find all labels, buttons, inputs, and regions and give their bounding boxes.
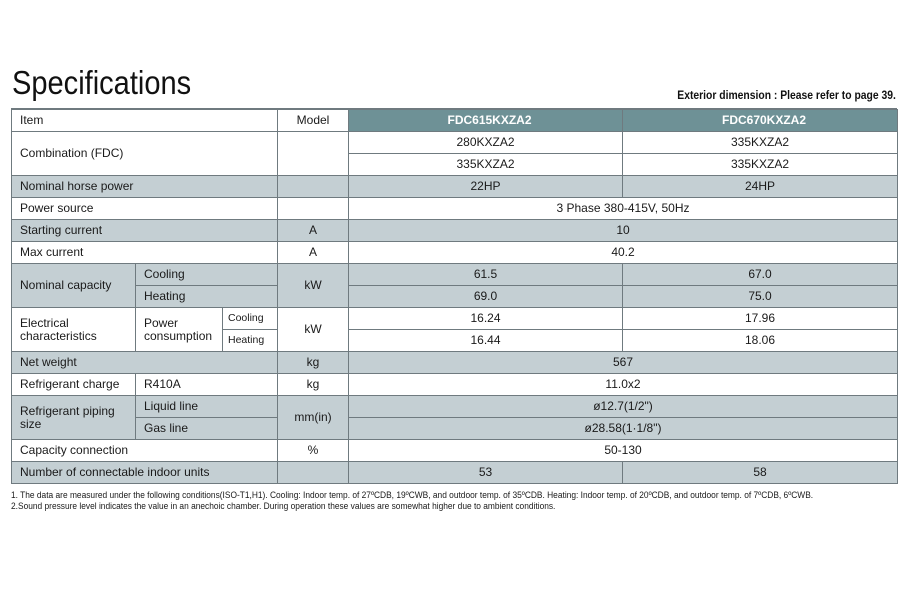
table-row <box>12 396 898 418</box>
gas-line-label: Gas line <box>136 418 278 440</box>
horse-power-unit <box>278 176 349 198</box>
heating-label: Heating <box>223 330 278 352</box>
indoor-units-value: 53 <box>349 462 623 484</box>
combination-value: 335KXZA2 <box>623 154 898 176</box>
max-current-value: 40.2 <box>349 242 898 264</box>
electrical-unit: kW <box>278 308 349 352</box>
gas-line-value: ø28.58(1·1/8") <box>349 418 898 440</box>
liquid-line-value: ø12.7(1/2") <box>349 396 898 418</box>
refrigerant-charge-label: Refrigerant charge <box>12 374 136 396</box>
power-source-unit <box>278 198 349 220</box>
item-header: Item <box>12 110 278 132</box>
table-row <box>12 352 898 374</box>
net-weight-label: Net weight <box>12 352 278 374</box>
max-current-label: Max current <box>12 242 278 264</box>
model-2-header: FDC670KXZA2 <box>623 110 898 132</box>
table-row <box>12 374 898 396</box>
footnote-2: 2.Sound pressure level indicates the value in an anechoic chamber. During operation these values are somewhat higher due to ambient conditions. <box>11 501 556 511</box>
combination-unit <box>278 132 349 176</box>
combination-label: Combination (FDC) <box>12 132 278 176</box>
model-1-header: FDC615KXZA2 <box>349 110 623 132</box>
max-current-unit: A <box>278 242 349 264</box>
table-header-row <box>12 110 898 132</box>
table-row <box>12 308 898 330</box>
net-weight-unit: kg <box>278 352 349 374</box>
refrigerant-charge-unit: kg <box>278 374 349 396</box>
power-heating-value: 16.44 <box>349 330 623 352</box>
nominal-capacity-label: Nominal capacity <box>12 264 136 308</box>
refrigerant-type: R410A <box>136 374 278 396</box>
table-row <box>12 176 898 198</box>
starting-current-value: 10 <box>349 220 898 242</box>
power-heating-value: 18.06 <box>623 330 898 352</box>
capacity-connection-label: Capacity connection <box>12 440 278 462</box>
table-row <box>12 440 898 462</box>
piping-unit: mm(in) <box>278 396 349 440</box>
table-row <box>12 220 898 242</box>
cooling-capacity-value: 61.5 <box>349 264 623 286</box>
table-row <box>12 418 898 440</box>
capacity-connection-unit: % <box>278 440 349 462</box>
indoor-units-label: Number of connectable indoor units <box>12 462 278 484</box>
liquid-line-label: Liquid line <box>136 396 278 418</box>
cooling-label: Cooling <box>223 308 278 330</box>
page-title: Specifications <box>12 64 192 101</box>
cooling-label: Cooling <box>136 264 278 286</box>
table-row <box>12 132 898 154</box>
combination-value: 335KXZA2 <box>349 154 623 176</box>
power-consumption-label: Power consumption <box>136 308 223 352</box>
indoor-units-value: 58 <box>623 462 898 484</box>
horse-power-label: Nominal horse power <box>12 176 278 198</box>
starting-current-label: Starting current <box>12 220 278 242</box>
power-source-label: Power source <box>12 198 278 220</box>
model-header: Model <box>278 110 349 132</box>
starting-current-unit: A <box>278 220 349 242</box>
table-row <box>12 462 898 484</box>
table-row <box>12 198 898 220</box>
spec-table <box>11 109 898 484</box>
heating-label: Heating <box>136 286 278 308</box>
nominal-capacity-unit: kW <box>278 264 349 308</box>
refrigerant-charge-value: 11.0x2 <box>349 374 898 396</box>
footnote-1: 1. The data are measured under the following conditions(ISO-T1,H1). Cooling: Indoor temp. of 27ºCDB, 19ºCWB, and outdoor temp. of 35ºCDB. Heating: Indoor temp. of 20ºCDB, and outdoor temp. of 7ºCDB, 6ºCWB. <box>11 490 814 500</box>
combination-value: 280KXZA2 <box>349 132 623 154</box>
heating-capacity-value: 69.0 <box>349 286 623 308</box>
horse-power-value: 24HP <box>623 176 898 198</box>
table-row <box>12 264 898 286</box>
capacity-connection-value: 50-130 <box>349 440 898 462</box>
exterior-dimension-note: Exterior dimension : Please refer to page 39. <box>677 90 896 102</box>
heating-capacity-value: 75.0 <box>623 286 898 308</box>
net-weight-value: 567 <box>349 352 898 374</box>
table-row <box>12 242 898 264</box>
horse-power-value: 22HP <box>349 176 623 198</box>
footnotes <box>11 490 813 512</box>
piping-size-label: Refrigerant piping size <box>12 396 136 440</box>
power-source-value: 3 Phase 380-415V, 50Hz <box>349 198 898 220</box>
power-cooling-value: 17.96 <box>623 308 898 330</box>
cooling-capacity-value: 67.0 <box>623 264 898 286</box>
power-cooling-value: 16.24 <box>349 308 623 330</box>
electrical-label: Electrical characteristics <box>12 308 136 352</box>
indoor-units-unit <box>278 462 349 484</box>
table-row <box>12 286 898 308</box>
combination-value: 335KXZA2 <box>623 132 898 154</box>
